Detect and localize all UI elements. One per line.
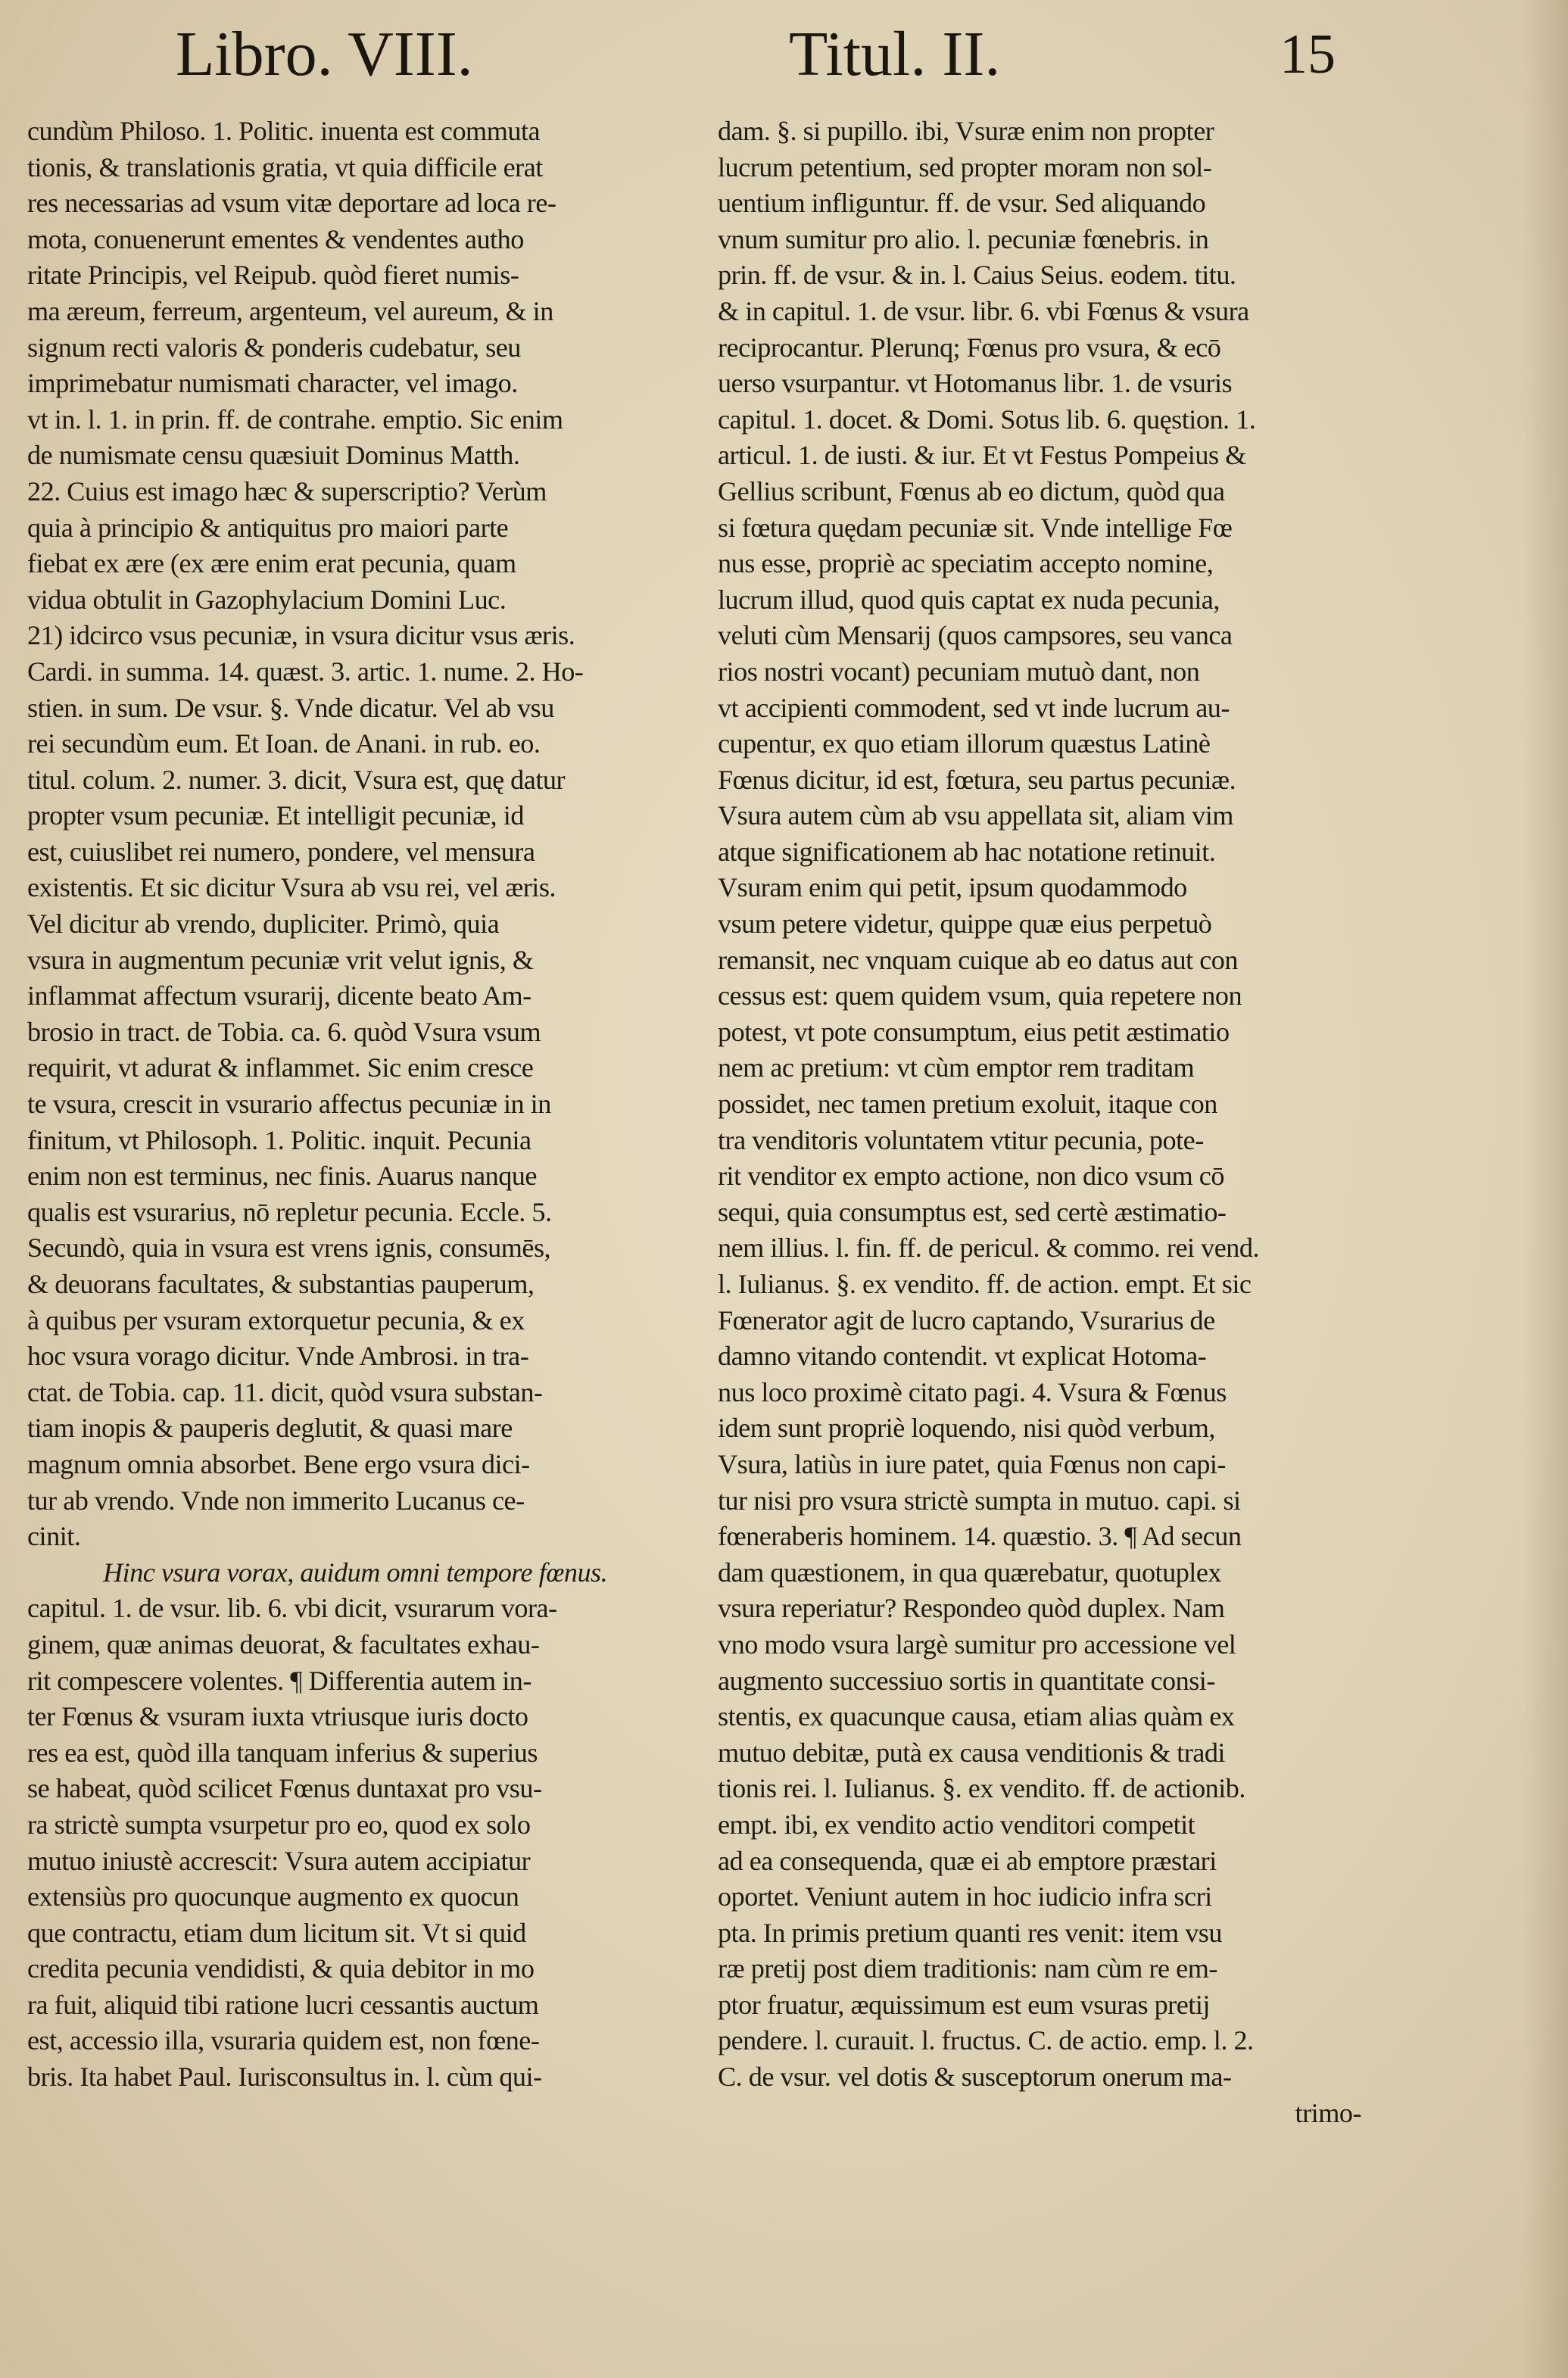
left-text-column: [27, 114, 678, 2127]
text-line: Vsura, latiùs in iure patet, quia Fœnus non capi-: [718, 1448, 1226, 1479]
text-line: vt in. l. 1. in prin. ff. de contrahe. emptio. Sic enim: [27, 404, 563, 435]
show-through-bleed: [977, 23, 1507, 91]
text-line: potest, vt pote consumptum, eius petit æstimatio: [718, 1016, 1230, 1047]
text-line: remansit, nec vnquam cuique ab eo datus aut con: [718, 944, 1238, 975]
text-line: que contractu, etiam dum licitum sit. Vt si quid: [27, 1917, 526, 1948]
text-line: inflammat affectum vsurarij, dicente beato Am-: [27, 980, 531, 1011]
text-line: mutuo iniustè accrescit: Vsura autem accipiatur: [27, 1845, 531, 1876]
text-line: vsura reperiatur? Respondeo quòd duplex. Nam: [718, 1593, 1225, 1624]
text-line: Vsura autem cùm ab vsu appellata sit, aliam vim: [718, 800, 1233, 831]
text-line: dam. §. si pupillo. ibi, Vsuræ enim non propter: [718, 116, 1214, 146]
text-line: mota, conuenerunt ementes & vendentes autho: [27, 223, 524, 254]
text-line: mutuo debitæ, putà ex causa venditionis & tradi: [718, 1737, 1225, 1768]
text-line: brosio in tract. de Tobia. ca. 6. quòd Vsura vsum: [27, 1016, 541, 1047]
right-text-column: [718, 114, 1369, 2127]
text-line: Vsuram enim qui petit, ipsum quodammodo: [718, 872, 1187, 903]
text-line: ræ pretij post diem traditionis: nam cùm re em-: [718, 1953, 1217, 1984]
title-label: Titul. II.: [789, 19, 1001, 89]
text-line: Cardi. in summa. 14. quæst. 3. artic. 1. nume. 2. Ho-: [27, 656, 584, 687]
text-line: signum recti valoris & ponderis cudebatur, seu: [27, 332, 521, 363]
text-line: & deuorans facultates, & substantias pauperum,: [27, 1269, 535, 1299]
text-line: sequi, quia consumptus est, sed certè æstimatio-: [718, 1196, 1227, 1227]
text-line: ad ea consequenda, quæ ei ab emptore præstari: [718, 1845, 1217, 1876]
text-line: articul. 1. de iusti. & iur. Et vt Festus Pompeius &: [718, 440, 1246, 471]
text-line: requirit, vt adurat & inflammet. Sic enim cresce: [27, 1052, 534, 1083]
text-line: empt. ibi, ex vendito actio venditori competit: [718, 1809, 1195, 1840]
text-line: stien. in sum. De vsur. §. Vnde dicatur. Vel ab vsu: [27, 692, 554, 723]
page-number: 15: [1280, 23, 1336, 86]
text-line: augmento successiuo sortis in quantitate consi-: [718, 1665, 1215, 1696]
text-line: rios nostri vocant) pecuniam mutuò dant, non: [718, 656, 1200, 687]
text-line: nus esse, propriè ac speciatim accepto nomine,: [718, 548, 1214, 579]
text-line: bris. Ita habet Paul. Iurisconsultus in. l. cùm qui-: [27, 2062, 542, 2093]
text-line: ctat. de Tobia. cap. 11. dicit, quòd vsura substan-: [27, 1376, 543, 1407]
text-line: ptor fruatur, æquissimum est eum vsuras pretij: [718, 1989, 1210, 2020]
text-line: cundùm Philoso. 1. Politic. inuenta est commuta: [27, 116, 541, 146]
text-line: vsum petere videtur, quippe quæ eius perpetuò: [718, 909, 1212, 940]
text-line: tra venditoris voluntatem vtitur pecunia, pote-: [718, 1124, 1204, 1155]
book-label: Libro. VIII.: [176, 19, 473, 89]
text-line: cupentur, ex quo etiam illorum quæstus Latinè: [718, 728, 1211, 759]
text-line: Vel dicitur ab vrendo, dupliciter. Primò, quia: [27, 909, 500, 940]
text-line: stentis, ex quacunque causa, etiam alias quàm ex: [718, 1701, 1235, 1732]
text-line: à quibus per vsuram extorquetur pecunia, & ex: [27, 1304, 525, 1335]
text-line: idem sunt propriè loquendo, nisi quòd verbum,: [718, 1413, 1215, 1444]
text-line: qualis est vsurarius, nō repletur pecunia. Eccle. 5.: [27, 1196, 552, 1227]
text-line: se habeat, quòd scilicet Fœnus duntaxat pro vsu-: [27, 1773, 542, 1804]
text-line: credita pecunia vendidisti, & quia debitor in mo: [27, 1953, 535, 1984]
text-line: nem ac pretium: vt cùm emptor rem traditam: [718, 1052, 1195, 1083]
text-line: ma æreum, ferreum, argenteum, vel aureum, & in: [27, 295, 553, 326]
text-line: capitul. 1. de vsur. lib. 6. vbi dicit, vsurarum vora-: [27, 1593, 557, 1624]
text-line: tur nisi pro vsura strictè sumpta in mutuo. capi. si: [718, 1485, 1241, 1516]
text-line: & in capitul. 1. de vsur. libr. 6. vbi Fœnus & vsura: [718, 295, 1249, 326]
text-line: prin. ff. de vsur. & in. l. Caius Seius. eodem. titu.: [718, 260, 1236, 291]
page-edge-shadow: [1523, 0, 1568, 2378]
text-line: reciprocantur. Plerunq; Fœnus pro vsura, & ecō: [718, 332, 1221, 363]
text-line: rei secundùm eum. Et Ioan. de Anani. in rub. eo.: [27, 728, 541, 759]
text-line: magnum omnia absorbet. Bene ergo vsura dici-: [27, 1448, 530, 1479]
text-line: Fœnus dicitur, id est, fœtura, seu partus pecuniæ.: [718, 764, 1236, 795]
text-line: rit compescere volentes. ¶ Differentia autem in-: [27, 1665, 531, 1696]
text-line: nem illius. l. fin. ff. de pericul. & commo. rei vend.: [718, 1233, 1260, 1264]
text-line: ra fuit, aliquid tibi ratione lucri cessantis auctum: [27, 1989, 539, 2020]
text-line: extensiùs pro quocunque augmento ex quocun: [27, 1881, 519, 1912]
text-line: atque significationem ab hac notatione retinuit.: [718, 836, 1216, 867]
text-line: dam quæstionem, in qua quærebatur, quotuplex: [718, 1557, 1222, 1588]
text-line: est, cuiuslibet rei numero, pondere, vel mensura: [27, 836, 535, 867]
text-line: Secundò, quia in vsura est vrens ignis, consumēs,: [27, 1233, 551, 1264]
text-line: tur ab vrendo. Vnde non immerito Lucanus ce-: [27, 1485, 525, 1516]
text-line: Gellius scribunt, Fœnus ab eo dictum, quòd qua: [718, 475, 1225, 506]
text-line: possidet, nec tamen pretium exoluit, itaque con: [718, 1089, 1217, 1120]
text-line: lucrum petentium, sed propter moram non sol-: [718, 151, 1212, 182]
text-line: vsura in augmentum pecuniæ vrit velut ignis, &: [27, 944, 534, 975]
text-line: res ea est, quòd illa tanquam inferius & superius: [27, 1737, 538, 1768]
text-line: vno modo vsura largè sumitur pro accessione vel: [718, 1628, 1236, 1660]
text-line: vt accipienti commodent, sed vt inde lucrum au-: [718, 692, 1230, 723]
text-line: 21) idcirco vsus pecuniæ, in vsura dicitur vsus æris.: [27, 620, 575, 651]
text-line: quia à principio & antiquitus pro maiori parte: [27, 512, 509, 543]
text-line: pta. In primis pretium quanti res venit: item vsu: [718, 1917, 1222, 1948]
text-line: si fœtura quędam pecuniæ sit. Vnde intellige Fœ: [718, 512, 1233, 543]
text-line: titul. colum. 2. numer. 3. dicit, Vsura est, quę datur: [27, 764, 566, 795]
text-line: existentis. Et sic dicitur Vsura ab vsu rei, vel æris.: [27, 872, 556, 903]
text-line: capitul. 1. docet. & Domi. Sotus lib. 6. quęstion. 1.: [718, 404, 1256, 435]
text-line: te vsura, crescit in vsurario affectus pecuniæ in in: [27, 1089, 551, 1120]
text-line: Hinc vsura vorax, auidum omni tempore fœnus.: [103, 1557, 608, 1588]
text-line: tionis, & translationis gratia, vt quia difficile erat: [27, 151, 543, 182]
text-line: hoc vsura vorago dicitur. Vnde Ambrosi. in tra-: [27, 1341, 529, 1372]
text-line: veluti cùm Mensarij (quos campsores, seu vanca: [718, 620, 1233, 651]
text-line: fœneraberis hominem. 14. quæstio. 3. ¶ Ad secun: [718, 1521, 1242, 1552]
text-line: trimo-: [1295, 2097, 1361, 2127]
text-line: tionis rei. l. Iulianus. §. ex vendito. ff. de actionib.: [718, 1773, 1245, 1804]
text-line: vidua obtulit in Gazophylacium Domini Luc.: [27, 584, 507, 615]
text-line: damno vitando contendit. vt explicat Hotoma-: [718, 1341, 1207, 1372]
text-line: finitum, vt Philosoph. 1. Politic. inquit. Pecunia: [27, 1124, 531, 1155]
text-line: l. Iulianus. §. ex vendito. ff. de action. empt. Et sic: [718, 1269, 1252, 1299]
text-line: ginem, quæ animas deuorat, & facultates exhau-: [27, 1628, 540, 1660]
text-line: cinit.: [27, 1521, 81, 1552]
text-line: 22. Cuius est imago hæc & superscriptio? Verùm: [27, 475, 547, 506]
text-line: C. de vsur. vel dotis & susceptorum onerum ma-: [718, 2062, 1232, 2093]
text-line: enim non est terminus, nec finis. Auarus nanque: [27, 1161, 537, 1192]
text-line: Fœnerator agit de lucro captando, Vsurarius de: [718, 1304, 1215, 1335]
text-line: uentium infliguntur. ff. de vsur. Sed aliquando: [718, 188, 1206, 219]
text-line: nus loco proximè citato pagi. 4. Vsura & Fœnus: [718, 1376, 1227, 1407]
text-line: est, accessio illa, vsuraria quidem est, non fœne-: [27, 2025, 540, 2056]
text-line: fiebat ex ære (ex ære enim erat pecunia, quam: [27, 548, 516, 579]
text-line: lucrum illud, quod quis captat ex nuda pecunia,: [718, 584, 1220, 615]
text-line: rit venditor ex empto actione, non dico vsum cō: [718, 1161, 1224, 1192]
text-line: uerso vsurpantur. vt Hotomanus libr. 1. de vsuris: [718, 368, 1233, 399]
text-line: cessus est: quem quidem vsum, quia repetere non: [718, 980, 1242, 1011]
text-line: imprimebatur numismati character, vel imago.: [27, 368, 518, 399]
text-line: vnum sumitur pro alio. l. pecuniæ fœnebris. in: [718, 223, 1209, 254]
text-line: pendere. l. curauit. l. fructus. C. de actio. emp. l. 2.: [718, 2025, 1254, 2056]
text-line: tiam inopis & pauperis deglutit, & quasi mare: [27, 1413, 513, 1444]
text-line: ter Fœnus & vsuram iuxta vtriusque iuris docto: [27, 1701, 528, 1732]
text-line: ra strictè sumpta vsurpetur pro eo, quod ex solo: [27, 1809, 531, 1840]
text-line: de numismate censu quæsiuit Dominus Matth.: [27, 440, 520, 471]
text-line: res necessarias ad vsum vitæ deportare ad loca re-: [27, 188, 556, 219]
text-line: oportet. Veniunt autem in hoc iudicio infra scri: [718, 1881, 1212, 1912]
text-line: ritate Principis, vel Reipub. quòd fieret numis-: [27, 260, 519, 291]
text-line: propter vsum pecuniæ. Et intelligit pecuniæ, id: [27, 800, 524, 831]
